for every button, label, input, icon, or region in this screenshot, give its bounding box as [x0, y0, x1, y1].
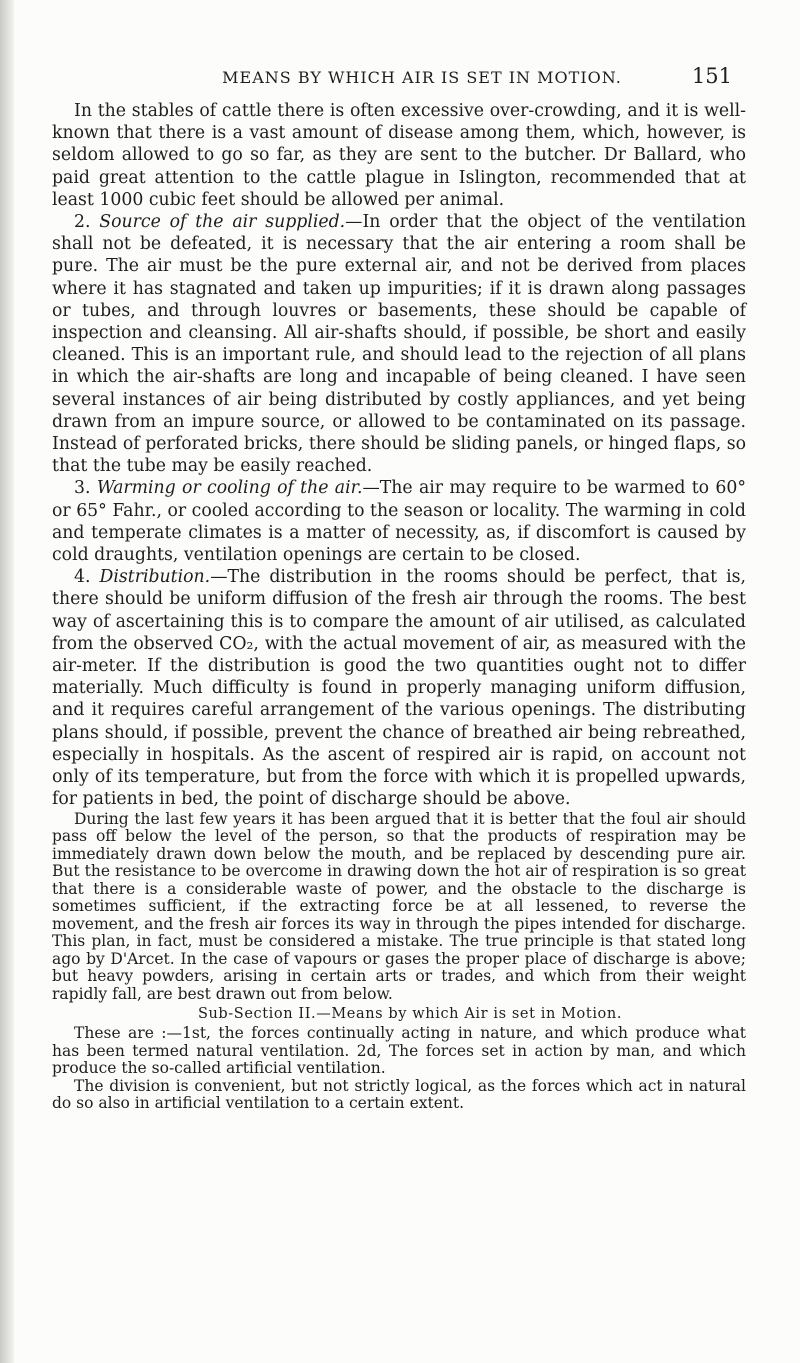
item-text: —The distribution in the rooms should be perfect, that is, there should be uniform diffusion of the fresh air through the rooms. The best way of ascertaining this is to compare the amount of air utilised, as calculated from the observed CO₂, with the actual movement of air, as measured with the air-meter. If the distribution is good the two quantities ought not to differ materially. Much difficulty is found in properly managing uniform diffusion, and it requires careful arrangement of the various openings. The distributing plans should, if possible, prevent the chance of breathed air being rebreathed, especially in hospitals. As the ascent of respired air is rapid, on account not only of its temperature, but from the force with which it is propelled upwards, for patients in bed, the point of discharge should be above.: [52, 567, 746, 810]
item-number: 2.: [74, 212, 100, 233]
running-title: MEANS BY WHICH AIR IS SET IN MOTION.: [222, 68, 622, 87]
section-heading: Sub-Section II.—Means by which Air is set in Motion.: [197, 1006, 623, 1022]
page-binding-edge: [0, 0, 14, 1363]
paragraph-forces: These are :—1st, the forces continually acting in nature, and which produce what has been termed natural ventilation. 2d, The forces set in action by man, and which produce the so-called artificial ventilation.: [52, 1024, 746, 1078]
item-title: Distribution.: [99, 567, 211, 588]
page-number: 151: [691, 64, 732, 88]
item-number: 3.: [74, 478, 97, 499]
item-title: Warming or cooling of the air.: [96, 478, 363, 499]
item-title: Source of the air supplied.: [99, 212, 346, 233]
paragraph-division: The division is convenient, but not strictly logical, as the forces which act in natural do so also in artificial ventilation to a certain extent.: [52, 1076, 746, 1113]
paragraph-source-of-air: [52, 211, 746, 477]
paragraph-distribution: [52, 566, 746, 810]
paragraph-warming-cooling: [52, 477, 746, 566]
item-number: 4.: [74, 567, 100, 588]
body-text: [52, 100, 746, 1113]
item-text: —In order that the object of the ventilation shall not be defeated, it is necessary that the air entering a room shall be pure. The air must be the pure external air, and not be derived from places where it has stagnated and taken up impurities; if it is drawn along passages or tubes, and through louvres or basements, these should be capable of inspection and cleansing. All air-shafts should, if possible, be short and easily cleaned. This is an important rule, and should lead to the rejection of all plans in which the air-shafts are long and incapable of being cleaned. I have seen several instances of air being distributed by costly appliances, and yet being drawn from an impure source, or allowed to be contaminated on its passage. Instead of perforated bricks, there should be sliding panels, or hinged flaps, so that the tube may be easily reached.: [52, 212, 747, 477]
paragraph-stables: In the stables of cattle there is often excessive over-crowding, and it is well-known that there is a vast amount of disease among them, which, however, is seldom allowed to go so far, as they are sent to the butcher. Dr Ballard, who paid great attention to the cattle plague in Islington, recommended that at least 1000 cubic feet should be allowed per animal.: [52, 101, 746, 210]
item-text: —The air may require to be warmed to 60° or 65° Fahr., or cooled according to the season or locality. The warming in cold and temperate climates is a matter of necessity, as, if discomfort is caused by cold draughts, ventilation openings are certain to be closed.: [52, 478, 747, 566]
running-header: [112, 64, 732, 92]
paragraph-foul-air-discharge: During the last few years it has been argued that it is better that the foul air should pass off below the level of the person, so that the products of respiration may be immediately drawn down below the mouth, and be replaced by descending pure air. But the resistance to be overcome in drawing down the hot air of respiration is so great that there is a considerable waste of power, and the obstacle to the discharge is sometimes sufficient, if the extracting force be at all lessened, to reverse the movement, and the fresh air forces its way in through the pipes intended for discharge. This plan, in fact, must be considered a mistake. The true principle is that stated long ago by D'Arcet. In the case of vapours or gases the proper place of discharge is above; but heavy powders, arising in certain arts or trades, and which from their weight rapidly fall, are best drawn out from below.: [52, 809, 746, 1003]
